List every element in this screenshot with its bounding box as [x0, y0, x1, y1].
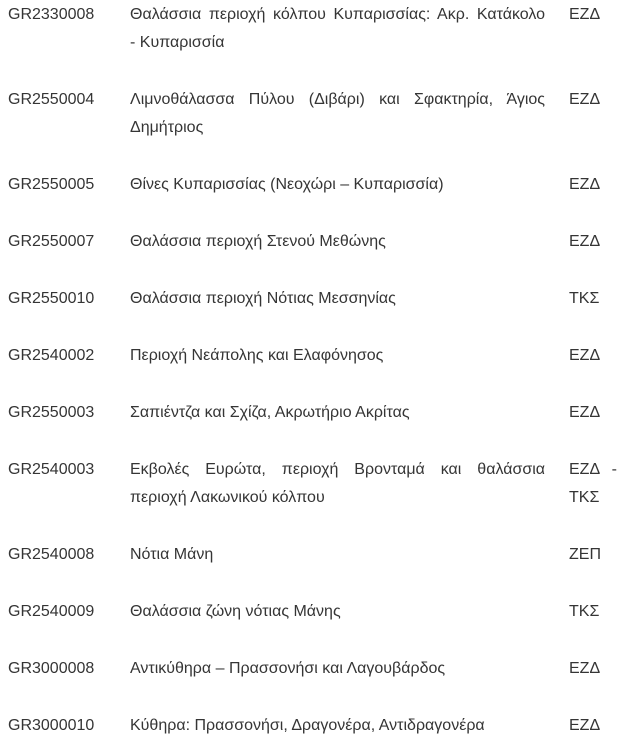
text-line: Λιμνοθάλασσα Πύλου (Διβάρι) και Σφακτηρία, Άγιος — [130, 91, 545, 108]
table-row — [8, 541, 617, 569]
text-line: Κύθηρα: Πρασσονήσι, Δραγονέρα, Αντιδραγονέρα — [130, 717, 485, 734]
table-row — [8, 228, 617, 256]
site-designation-cell — [545, 1, 617, 57]
text-line: Νότια Μάνη — [130, 546, 214, 563]
site-designation-cell — [545, 171, 617, 199]
site-code-cell — [8, 342, 130, 370]
site-code-cell — [8, 541, 130, 569]
site-name-cell — [130, 655, 545, 683]
text-line: ΤΚΣ — [569, 489, 600, 506]
text-line: GR2550005 — [8, 176, 95, 193]
site-name-cell — [130, 171, 545, 199]
text-line: Εκβολές Ευρώτα, περιοχή Βρονταμά και θαλάσσια — [130, 461, 545, 478]
table-row — [8, 456, 617, 512]
text-line: GR2540009 — [8, 603, 95, 620]
text-line: Θαλάσσια περιοχή κόλπου Κυπαρισσίας: Ακρ. Κατάκολο — [130, 6, 545, 23]
site-designation-cell — [545, 285, 617, 313]
site-designation-cell — [545, 342, 617, 370]
site-code-cell — [8, 712, 130, 740]
text-line: ΕΖΔ — [569, 660, 601, 677]
site-designation-cell — [545, 712, 617, 740]
text-line: ΕΖΔ — [569, 347, 601, 364]
site-code-cell — [8, 171, 130, 199]
site-name-cell — [130, 86, 545, 142]
site-code-cell — [8, 399, 130, 427]
text-line: ΕΖΔ - — [569, 461, 617, 478]
sites-table — [8, 1, 617, 740]
site-name-cell — [130, 541, 545, 569]
site-designation-cell — [545, 598, 617, 626]
site-code-cell — [8, 655, 130, 683]
table-row — [8, 171, 617, 199]
table-row — [8, 712, 617, 740]
site-designation-cell — [545, 456, 617, 512]
site-code-cell — [8, 598, 130, 626]
text-line: GR2540008 — [8, 546, 95, 563]
text-line: GR2550007 — [8, 233, 95, 250]
site-designation-cell — [545, 399, 617, 427]
text-line: - Κυπαρισσία — [130, 34, 225, 51]
site-designation-cell — [545, 655, 617, 683]
text-line: ΕΖΔ — [569, 176, 601, 193]
site-name-cell — [130, 342, 545, 370]
text-line: ΕΖΔ — [569, 6, 601, 23]
text-line: GR2330008 — [8, 6, 95, 23]
table-row — [8, 342, 617, 370]
table-row — [8, 285, 617, 313]
text-line: ΕΖΔ — [569, 233, 601, 250]
text-line: ΖΕΠ — [569, 546, 601, 563]
table-row — [8, 86, 617, 142]
text-line: GR2550010 — [8, 290, 95, 307]
text-line: ΕΖΔ — [569, 91, 601, 108]
site-name-cell — [130, 285, 545, 313]
site-code-cell — [8, 456, 130, 512]
text-line: ΕΖΔ — [569, 717, 601, 734]
text-line: ΤΚΣ — [569, 603, 600, 620]
site-name-cell — [130, 399, 545, 427]
text-line: ΕΖΔ — [569, 404, 601, 421]
site-name-cell — [130, 598, 545, 626]
text-line: GR3000010 — [8, 717, 95, 734]
site-name-cell — [130, 1, 545, 57]
text-line: Περιοχή Νεάπολης και Ελαφόνησος — [130, 347, 384, 364]
site-name-cell — [130, 712, 545, 740]
text-line: Θαλάσσια περιοχή Νότιας Μεσσηνίας — [130, 290, 396, 307]
site-designation-cell — [545, 228, 617, 256]
table-row — [8, 1, 617, 57]
table-row — [8, 399, 617, 427]
text-line: περιοχή Λακωνικού κόλπου — [130, 489, 325, 506]
table-row — [8, 655, 617, 683]
site-name-cell — [130, 228, 545, 256]
site-code-cell — [8, 1, 130, 57]
text-line: Αντικύθηρα – Πρασσονήσι και Λαγουβάρδος — [130, 660, 446, 677]
text-line: ΤΚΣ — [569, 290, 600, 307]
text-line: GR2550003 — [8, 404, 95, 421]
table-row — [8, 598, 617, 626]
text-line: Θίνες Κυπαρισσίας (Νεοχώρι – Κυπαρισσία) — [130, 176, 444, 193]
text-line: Θαλάσσια ζώνη νότιας Μάνης — [130, 603, 341, 620]
text-line: GR2540002 — [8, 347, 95, 364]
site-designation-cell — [545, 86, 617, 142]
text-line: GR2540003 — [8, 461, 95, 478]
text-line: Σαπιέντζα και Σχίζα, Ακρωτήριο Ακρίτας — [130, 404, 410, 421]
site-code-cell — [8, 86, 130, 142]
site-name-cell — [130, 456, 545, 512]
text-line: GR3000008 — [8, 660, 95, 677]
text-line: Δημήτριος — [130, 119, 204, 136]
site-code-cell — [8, 285, 130, 313]
site-code-cell — [8, 228, 130, 256]
text-line: GR2550004 — [8, 91, 95, 108]
text-line: Θαλάσσια περιοχή Στενού Μεθώνης — [130, 233, 386, 250]
site-designation-cell — [545, 541, 617, 569]
